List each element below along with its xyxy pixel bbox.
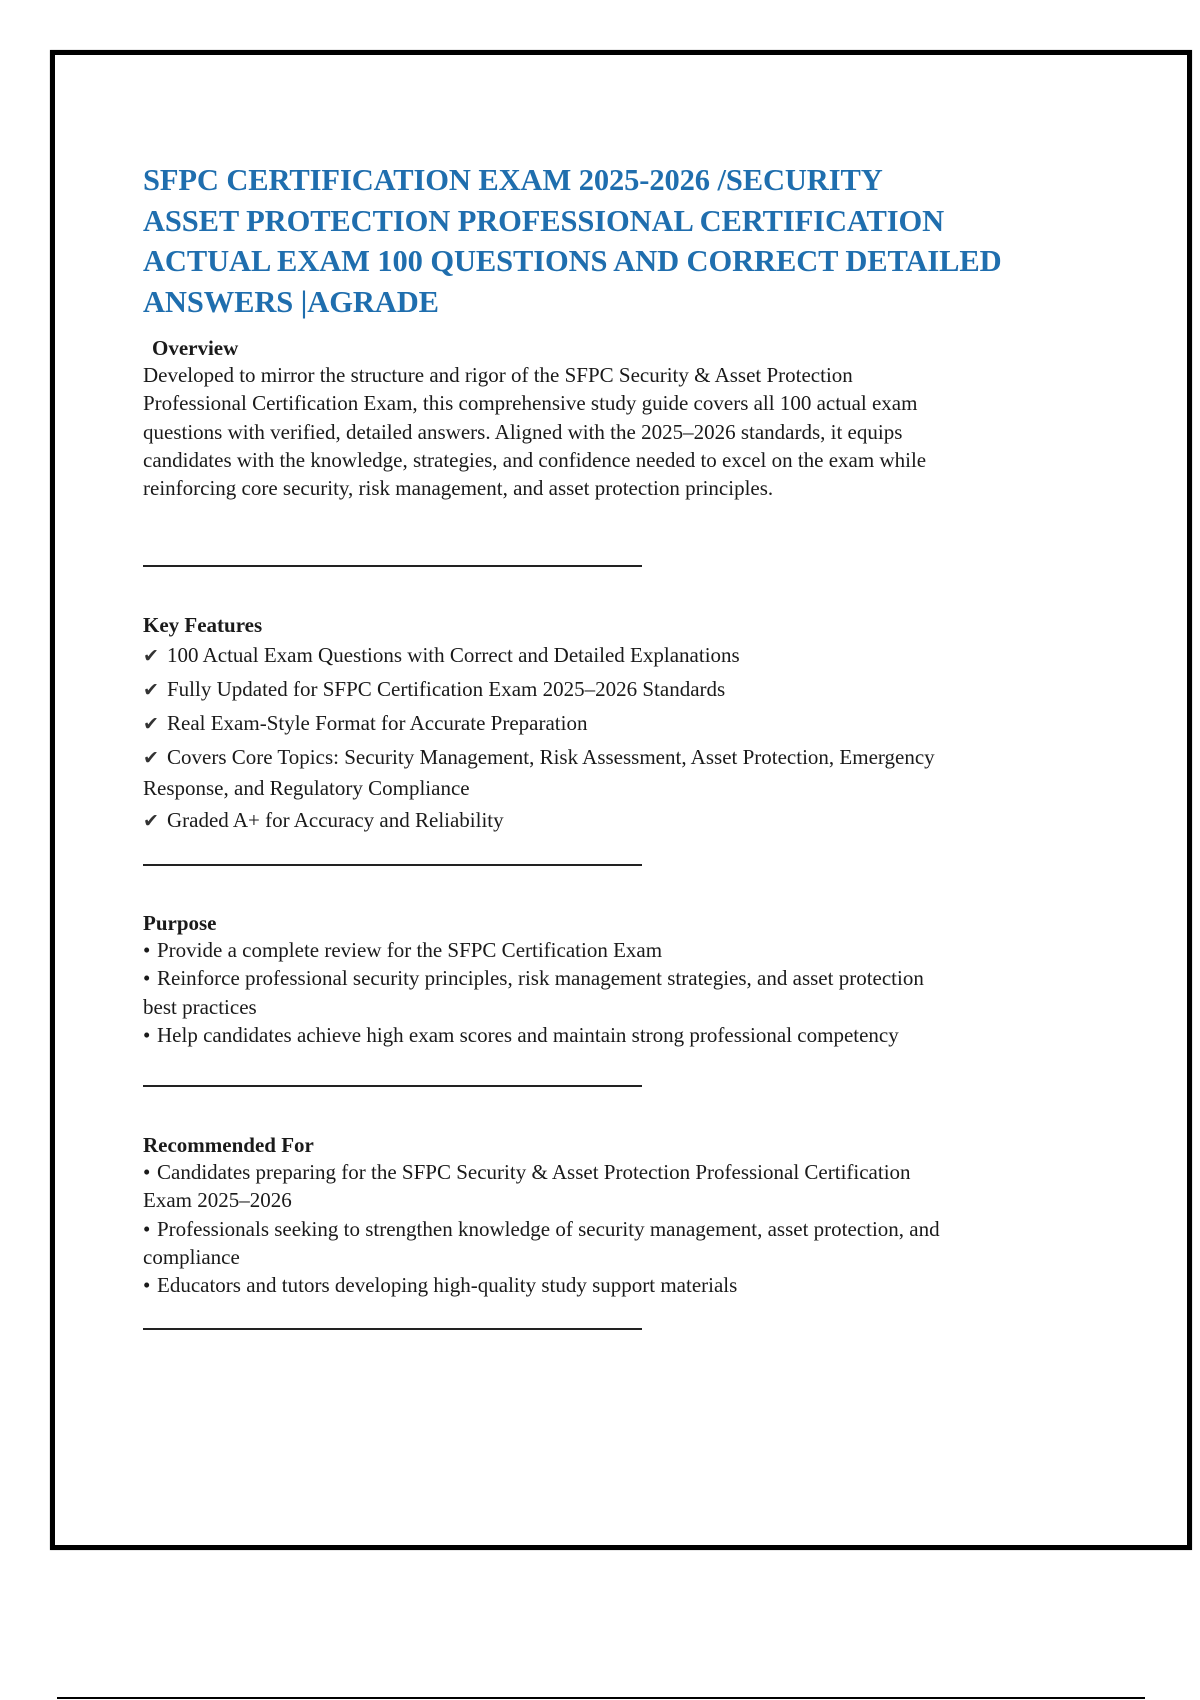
recommended-for-heading: Recommended For: [143, 1133, 314, 1157]
overview-section: [143, 335, 1083, 502]
bullet-icon: •: [143, 1160, 151, 1184]
title-line: SFPC CERTIFICATION EXAM 2025-2026 /SECURITY: [143, 163, 883, 197]
feature-item: [143, 675, 1083, 706]
feature-text: Covers Core Topics: Security Management, Risk Assessment, Asset Protection, Emergency: [167, 745, 935, 769]
purpose-text: Provide a complete review for the SFPC Certification Exam: [157, 938, 663, 962]
purpose-section: [143, 910, 1083, 1049]
bullet-icon: •: [143, 1216, 151, 1241]
paragraph-line: questions with verified, detailed answers. Aligned with the 2025–2026 standards, it equips: [143, 419, 903, 444]
bullet-icon: •: [143, 938, 151, 962]
recommended-text: Educators and tutors developing high-quality study support materials: [157, 1273, 738, 1298]
purpose-item: [143, 1021, 1083, 1049]
recommended-text: Professionals seeking to strengthen knowledge of security management, asset protection, and: [157, 1216, 940, 1241]
section-divider: [143, 1328, 642, 1330]
recommended-item: [143, 1215, 1083, 1272]
check-mark-icon: ✔︎: [143, 810, 159, 832]
paragraph-line: reinforcing core security, risk management, and asset protection principles.: [143, 476, 774, 501]
key-features-heading: Key Features: [143, 613, 263, 637]
check-mark-icon: ✔︎: [143, 646, 159, 667]
check-mark-icon: ✔︎: [143, 680, 159, 701]
feature-item: [143, 641, 1083, 672]
overview-heading: Overview: [152, 336, 239, 360]
overview-paragraph: [143, 361, 1083, 502]
paragraph-line: candidates with the knowledge, strategies, and confidence needed to excel on the exam while: [143, 447, 927, 472]
recommended-text-continued: Exam 2025–2026: [143, 1188, 292, 1213]
recommended-text-continued: compliance: [143, 1244, 240, 1269]
feature-item: [143, 806, 1083, 837]
feature-text: 100 Actual Exam Questions with Correct and Detailed Explanations: [167, 643, 740, 667]
recommended-for-section: [143, 1132, 1083, 1299]
bullet-icon: •: [143, 1273, 151, 1298]
section-divider: [143, 864, 642, 866]
feature-text-continued: Response, and Regulatory Compliance: [143, 775, 470, 800]
purpose-text-continued: best practices: [143, 994, 257, 1019]
document-title: [143, 160, 1083, 322]
page-bottom-rule: [57, 1697, 1145, 1699]
check-mark-icon: ✔︎: [143, 748, 159, 769]
purpose-item: [143, 936, 1083, 964]
bullet-icon: •: [143, 966, 151, 991]
purpose-text: Help candidates achieve high exam scores and maintain strong professional competency: [157, 1022, 899, 1047]
bullet-icon: •: [143, 1022, 151, 1047]
document-content: [143, 160, 1083, 1298]
recommended-item: [143, 1158, 1083, 1215]
key-features-section: [143, 612, 1083, 840]
check-mark-icon: ✔︎: [143, 714, 159, 735]
purpose-text: Reinforce professional security principles, risk management strategies, and asset protection: [157, 966, 924, 991]
recommended-text: Candidates preparing for the SFPC Security & Asset Protection Professional Certification: [157, 1160, 911, 1184]
purpose-item: [143, 964, 1083, 1021]
section-divider: [143, 565, 642, 567]
paragraph-line: Professional Certification Exam, this comprehensive study guide covers all 100 actual exam: [143, 391, 918, 416]
section-divider: [143, 1085, 642, 1087]
feature-text: Graded A+ for Accuracy and Reliability: [167, 807, 504, 832]
title-line: ACTUAL EXAM 100 QUESTIONS AND CORRECT DETAILED: [143, 244, 1002, 278]
feature-text: Fully Updated for SFPC Certification Exam 2025–2026 Standards: [167, 677, 726, 701]
title-line: ASSET PROTECTION PROFESSIONAL CERTIFICATION: [143, 203, 945, 238]
title-line: ANSWERS |AGRADE: [143, 284, 439, 319]
purpose-heading: Purpose: [143, 911, 217, 935]
recommended-item: [143, 1271, 1083, 1299]
paragraph-line: Developed to mirror the structure and rigor of the SFPC Security & Asset Protection: [143, 363, 853, 387]
purpose-list: [143, 936, 1083, 1049]
feature-item: [143, 709, 1083, 740]
feature-text: Real Exam-Style Format for Accurate Preparation: [167, 711, 588, 735]
key-features-list: [143, 641, 1083, 836]
feature-item: [143, 743, 1083, 802]
recommended-for-list: [143, 1158, 1083, 1299]
